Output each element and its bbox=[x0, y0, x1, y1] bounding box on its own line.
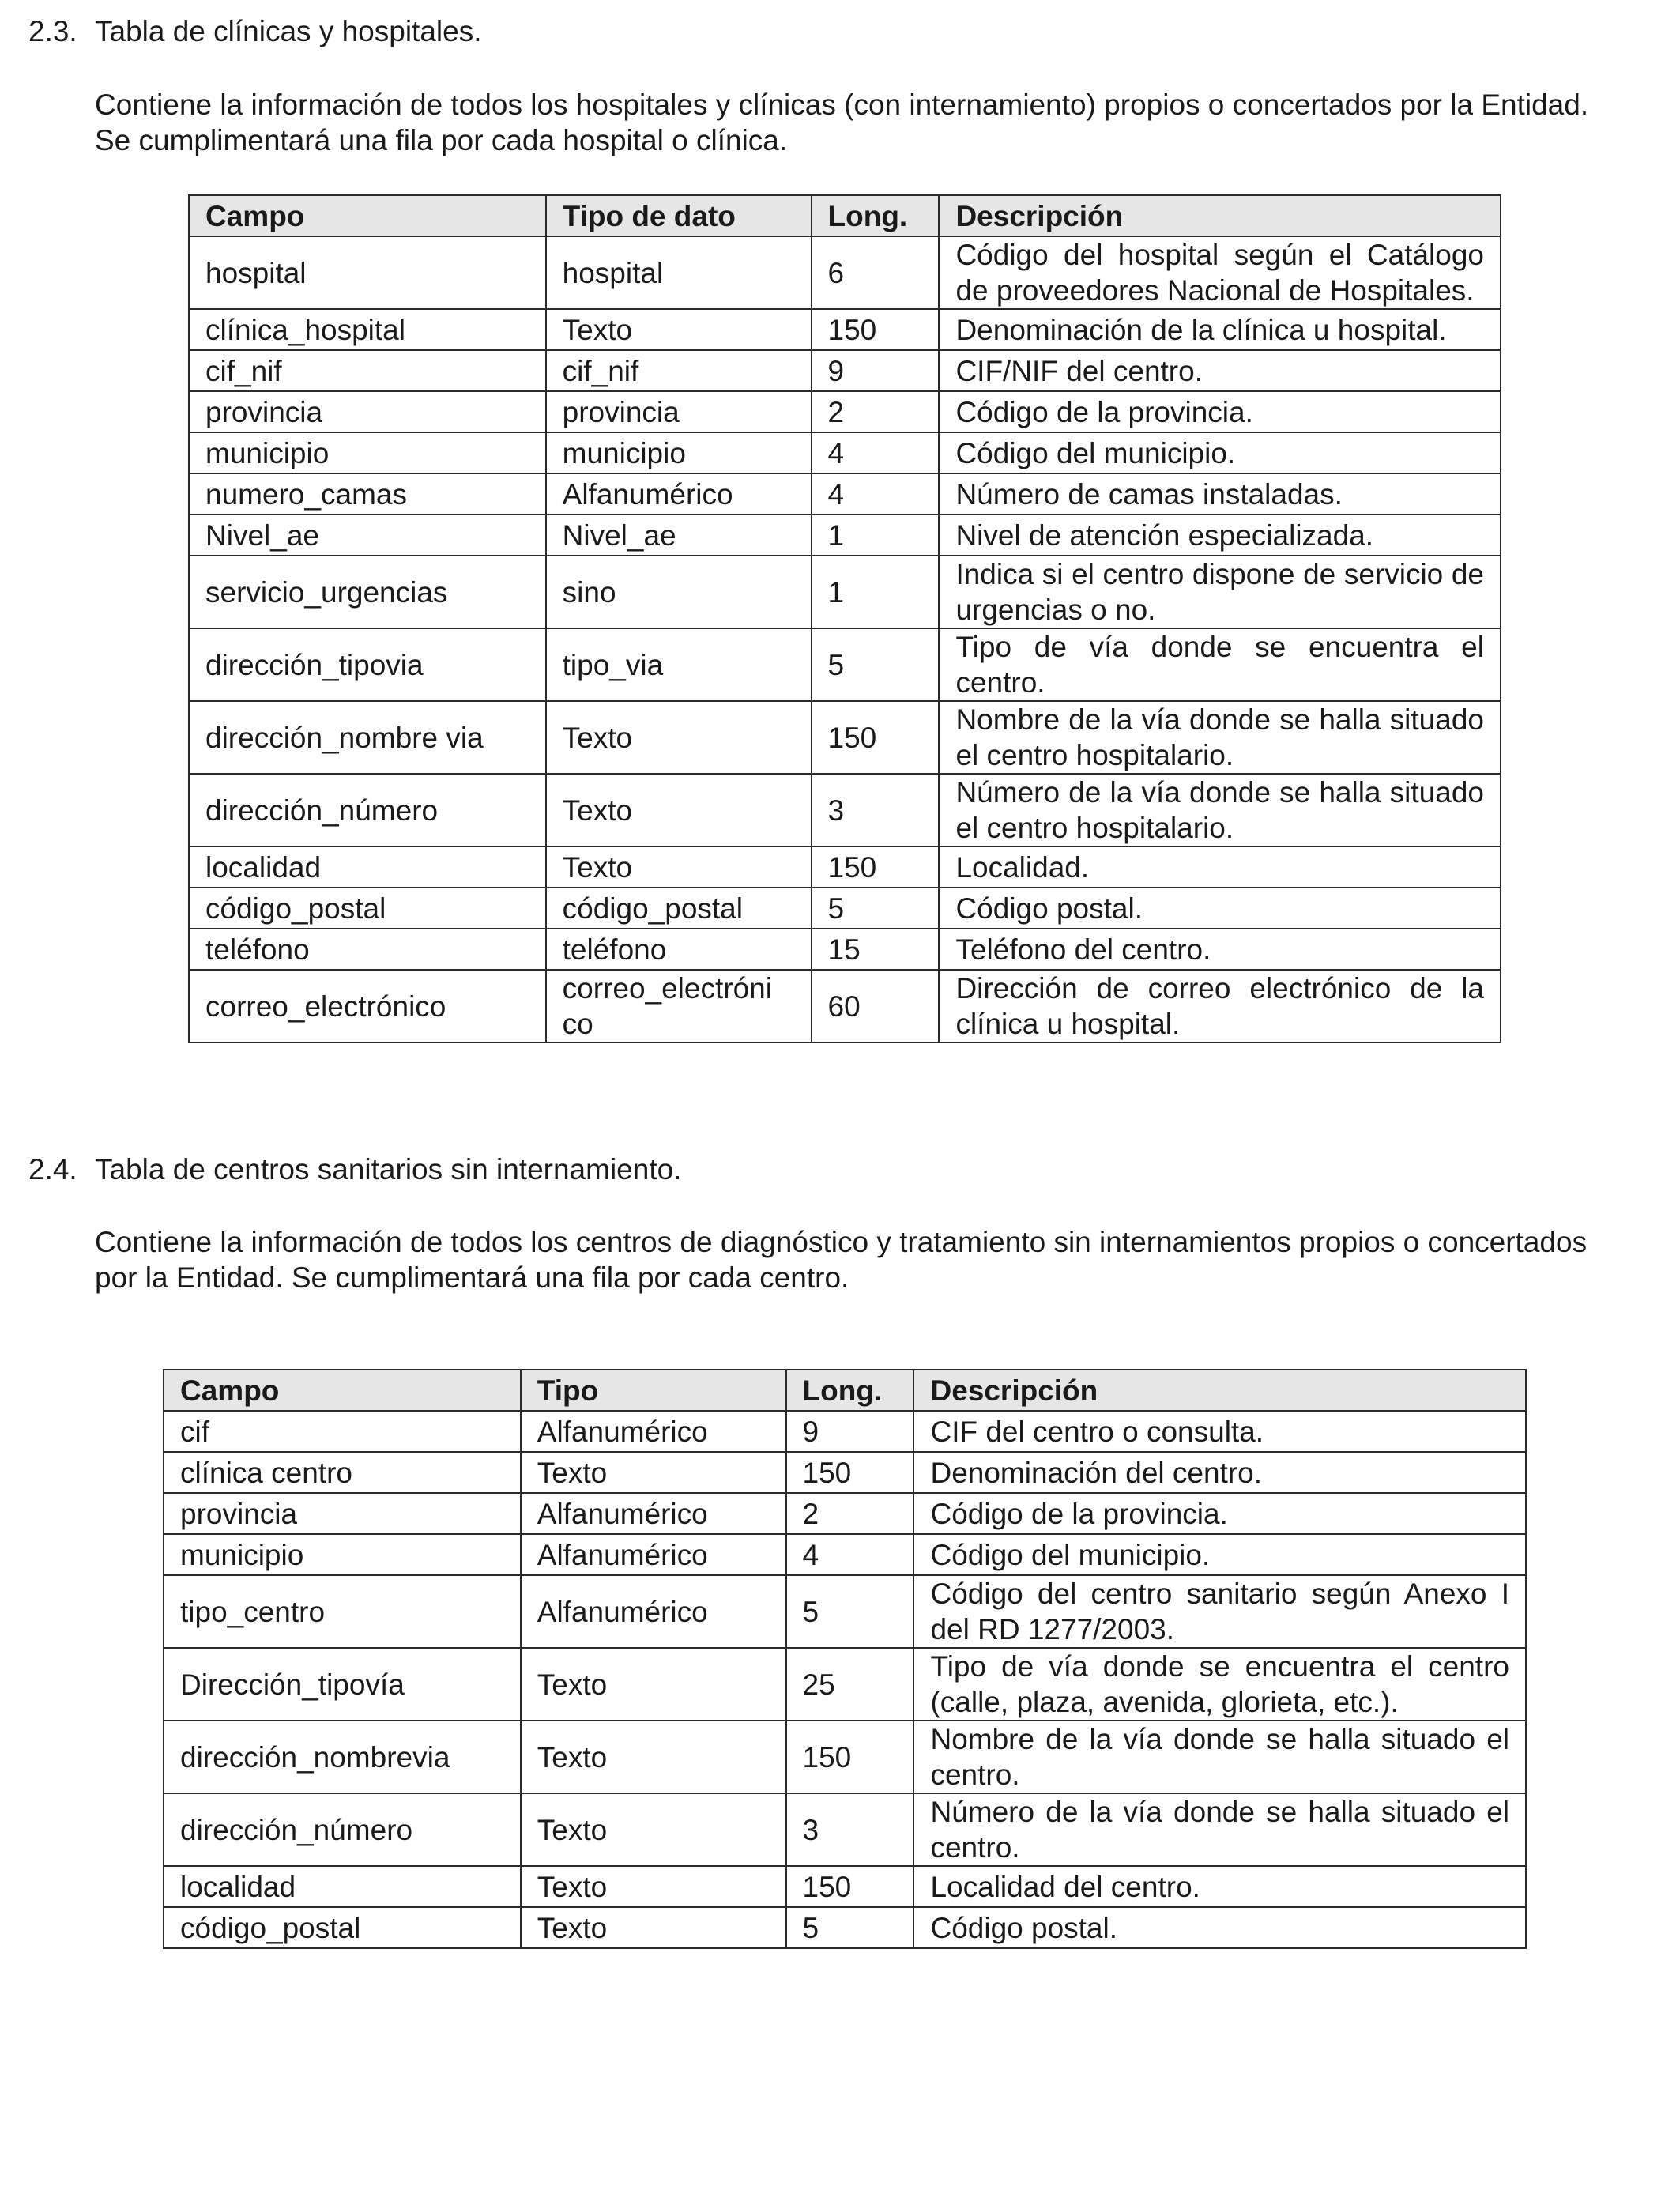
cell-descripcion: Número de la vía donde se halla situado el centro. bbox=[913, 1793, 1526, 1866]
column-header: Descripción bbox=[939, 195, 1501, 236]
cell-campo: cif bbox=[164, 1411, 521, 1452]
cell-descripcion: Código del municipio. bbox=[939, 432, 1501, 473]
column-header: Descripción bbox=[913, 1370, 1526, 1411]
table-row bbox=[189, 929, 1501, 970]
cell-tipo: correo_electróni co bbox=[546, 970, 812, 1042]
table-row bbox=[189, 970, 1501, 1042]
cell-campo: tipo_centro bbox=[164, 1575, 521, 1648]
cell-descripcion: Nombre de la vía donde se halla situado el centro. bbox=[913, 1721, 1526, 1793]
cell-long: 1 bbox=[812, 556, 940, 628]
section-2-4-title: Tabla de centros sanitarios sin internamiento. bbox=[95, 1153, 682, 1186]
cell-long: 150 bbox=[786, 1721, 914, 1793]
cell-descripcion: Número de la vía donde se halla situado el centro hospitalario. bbox=[939, 774, 1501, 846]
table-row bbox=[164, 1907, 1526, 1948]
cell-descripcion: Indica si el centro dispone de servicio de urgencias o no. bbox=[939, 556, 1501, 628]
cell-tipo: Texto bbox=[546, 774, 812, 846]
column-header: Tipo de dato bbox=[546, 195, 812, 236]
cell-long: 150 bbox=[812, 309, 940, 350]
cell-descripcion: Tipo de vía donde se encuentra el centro (calle, plaza, avenida, glorieta, etc.). bbox=[913, 1648, 1526, 1721]
cell-tipo: Texto bbox=[521, 1866, 786, 1907]
cell-tipo: cif_nif bbox=[546, 350, 812, 391]
cell-long: 15 bbox=[812, 929, 940, 970]
table-row bbox=[189, 473, 1501, 515]
cell-descripcion: Código postal. bbox=[939, 888, 1501, 929]
cell-campo: clínica_hospital bbox=[189, 309, 546, 350]
table-header bbox=[164, 1370, 1526, 1411]
cell-long: 4 bbox=[812, 432, 940, 473]
cell-tipo: Nivel_ae bbox=[546, 515, 812, 556]
cell-long: 2 bbox=[812, 391, 940, 432]
cell-tipo: Texto bbox=[521, 1648, 786, 1721]
cell-tipo: Texto bbox=[521, 1452, 786, 1493]
cell-descripcion: Código del municipio. bbox=[913, 1534, 1526, 1575]
section-2-4-heading bbox=[28, 1152, 681, 1187]
table-body bbox=[164, 1411, 1526, 1948]
cell-long: 5 bbox=[786, 1575, 914, 1648]
cell-campo: dirección_tipovia bbox=[189, 628, 546, 701]
cell-campo: Dirección_tipovía bbox=[164, 1648, 521, 1721]
cell-long: 150 bbox=[786, 1452, 914, 1493]
table-row bbox=[189, 888, 1501, 929]
cell-campo: dirección_número bbox=[164, 1793, 521, 1866]
cell-long: 150 bbox=[812, 846, 940, 888]
column-header: Tipo bbox=[521, 1370, 786, 1411]
cell-tipo: Texto bbox=[521, 1721, 786, 1793]
cell-tipo: teléfono bbox=[546, 929, 812, 970]
cell-tipo: Texto bbox=[546, 846, 812, 888]
cell-descripcion: Código de la provincia. bbox=[939, 391, 1501, 432]
section-2-3-number: 2.3. bbox=[28, 15, 77, 47]
cell-descripcion: Denominación de la clínica u hospital. bbox=[939, 309, 1501, 350]
cell-campo: localidad bbox=[164, 1866, 521, 1907]
cell-descripcion: Tipo de vía donde se encuentra el centro. bbox=[939, 628, 1501, 701]
table-row bbox=[189, 628, 1501, 701]
cell-campo: hospital bbox=[189, 236, 546, 309]
cell-descripcion: Nombre de la vía donde se halla situado el centro hospitalario. bbox=[939, 701, 1501, 774]
cell-descripcion: Dirección de correo electrónico de la clínica u hospital. bbox=[939, 970, 1501, 1042]
cell-descripcion: Localidad. bbox=[939, 846, 1501, 888]
cell-long: 25 bbox=[786, 1648, 914, 1721]
table-row bbox=[164, 1721, 1526, 1793]
cell-campo: provincia bbox=[189, 391, 546, 432]
paragraph-line: Contiene la información de todos los hospitales y clínicas (con internamiento) propios o concertados por la Entidad. bbox=[95, 89, 1589, 121]
cell-long: 6 bbox=[812, 236, 940, 309]
cell-campo: servicio_urgencias bbox=[189, 556, 546, 628]
cell-descripcion: Localidad del centro. bbox=[913, 1866, 1526, 1907]
cell-long: 9 bbox=[812, 350, 940, 391]
cell-tipo: Texto bbox=[521, 1907, 786, 1948]
cell-tipo: Texto bbox=[521, 1793, 786, 1866]
cell-descripcion: Código del hospital según el Catálogo de proveedores Nacional de Hospitales. bbox=[939, 236, 1501, 309]
cell-campo: provincia bbox=[164, 1493, 521, 1534]
table-row bbox=[189, 236, 1501, 309]
cell-long: 2 bbox=[786, 1493, 914, 1534]
table-row bbox=[164, 1793, 1526, 1866]
cell-long: 3 bbox=[786, 1793, 914, 1866]
column-header: Long. bbox=[812, 195, 940, 236]
cell-tipo: Texto bbox=[546, 701, 812, 774]
table-row bbox=[164, 1575, 1526, 1648]
section-2-3-title: Tabla de clínicas y hospitales. bbox=[95, 15, 482, 47]
table-header bbox=[189, 195, 1501, 236]
table-row bbox=[164, 1648, 1526, 1721]
cell-campo: código_postal bbox=[164, 1907, 521, 1948]
cell-campo: numero_camas bbox=[189, 473, 546, 515]
cell-tipo: hospital bbox=[546, 236, 812, 309]
cell-campo: clínica centro bbox=[164, 1452, 521, 1493]
cell-descripcion: Nivel de atención especializada. bbox=[939, 515, 1501, 556]
cell-tipo: tipo_via bbox=[546, 628, 812, 701]
cell-long: 9 bbox=[786, 1411, 914, 1452]
column-header: Campo bbox=[189, 195, 546, 236]
cell-tipo: Texto bbox=[546, 309, 812, 350]
table-row bbox=[164, 1534, 1526, 1575]
paragraph-line: Contiene la información de todos los centros de diagnóstico y tratamiento sin internamientos propios o concertados bbox=[95, 1226, 1588, 1258]
table-row bbox=[164, 1411, 1526, 1452]
column-header: Long. bbox=[786, 1370, 914, 1411]
cell-descripcion: Código postal. bbox=[913, 1907, 1526, 1948]
cell-tipo: Alfanumérico bbox=[521, 1411, 786, 1452]
centers-table bbox=[163, 1369, 1527, 1949]
cell-descripcion: Código de la provincia. bbox=[913, 1493, 1526, 1534]
section-2-3-heading bbox=[28, 14, 482, 49]
cell-long: 3 bbox=[812, 774, 940, 846]
cell-tipo: provincia bbox=[546, 391, 812, 432]
table-row bbox=[189, 432, 1501, 473]
cell-campo: dirección_nombre via bbox=[189, 701, 546, 774]
table-row bbox=[164, 1866, 1526, 1907]
cell-tipo: municipio bbox=[546, 432, 812, 473]
cell-descripcion: Número de camas instaladas. bbox=[939, 473, 1501, 515]
cell-long: 5 bbox=[812, 888, 940, 929]
hospitals-table bbox=[188, 194, 1501, 1043]
paragraph-line: por la Entidad. Se cumplimentará una fila por cada centro. bbox=[95, 1261, 849, 1294]
header-row bbox=[189, 195, 1501, 236]
table-row bbox=[189, 515, 1501, 556]
table-row bbox=[189, 309, 1501, 350]
cell-campo: código_postal bbox=[189, 888, 546, 929]
cell-campo: cif_nif bbox=[189, 350, 546, 391]
table-row bbox=[189, 846, 1501, 888]
table-row bbox=[164, 1452, 1526, 1493]
cell-tipo: Alfanumérico bbox=[546, 473, 812, 515]
table-row bbox=[189, 774, 1501, 846]
cell-tipo: Alfanumérico bbox=[521, 1493, 786, 1534]
table-row bbox=[189, 701, 1501, 774]
cell-campo: dirección_número bbox=[189, 774, 546, 846]
cell-long: 150 bbox=[812, 701, 940, 774]
cell-long: 5 bbox=[812, 628, 940, 701]
cell-long: 150 bbox=[786, 1866, 914, 1907]
section-2-3-paragraph bbox=[95, 87, 1667, 158]
cell-descripcion: Teléfono del centro. bbox=[939, 929, 1501, 970]
table-row bbox=[164, 1493, 1526, 1534]
paragraph-line: Se cumplimentará una fila por cada hospital o clínica. bbox=[95, 124, 788, 156]
cell-descripcion: CIF/NIF del centro. bbox=[939, 350, 1501, 391]
cell-tipo: Alfanumérico bbox=[521, 1575, 786, 1648]
column-header: Campo bbox=[164, 1370, 521, 1411]
cell-long: 5 bbox=[786, 1907, 914, 1948]
table-body bbox=[189, 236, 1501, 1042]
cell-campo: Nivel_ae bbox=[189, 515, 546, 556]
cell-campo: localidad bbox=[189, 846, 546, 888]
cell-long: 4 bbox=[812, 473, 940, 515]
cell-campo: teléfono bbox=[189, 929, 546, 970]
cell-campo: municipio bbox=[189, 432, 546, 473]
section-2-4-paragraph bbox=[95, 1224, 1667, 1295]
cell-tipo: código_postal bbox=[546, 888, 812, 929]
header-row bbox=[164, 1370, 1526, 1411]
table-row bbox=[189, 350, 1501, 391]
cell-long: 60 bbox=[812, 970, 940, 1042]
table-row bbox=[189, 391, 1501, 432]
cell-descripcion: Código del centro sanitario según Anexo I del RD 1277/2003. bbox=[913, 1575, 1526, 1648]
section-2-4-number: 2.4. bbox=[28, 1153, 77, 1186]
cell-long: 1 bbox=[812, 515, 940, 556]
cell-tipo: sino bbox=[546, 556, 812, 628]
cell-campo: dirección_nombrevia bbox=[164, 1721, 521, 1793]
cell-campo: municipio bbox=[164, 1534, 521, 1575]
cell-tipo: Alfanumérico bbox=[521, 1534, 786, 1575]
cell-long: 4 bbox=[786, 1534, 914, 1575]
cell-descripcion: CIF del centro o consulta. bbox=[913, 1411, 1526, 1452]
table-row bbox=[189, 556, 1501, 628]
cell-descripcion: Denominación del centro. bbox=[913, 1452, 1526, 1493]
cell-campo: correo_electrónico bbox=[189, 970, 546, 1042]
